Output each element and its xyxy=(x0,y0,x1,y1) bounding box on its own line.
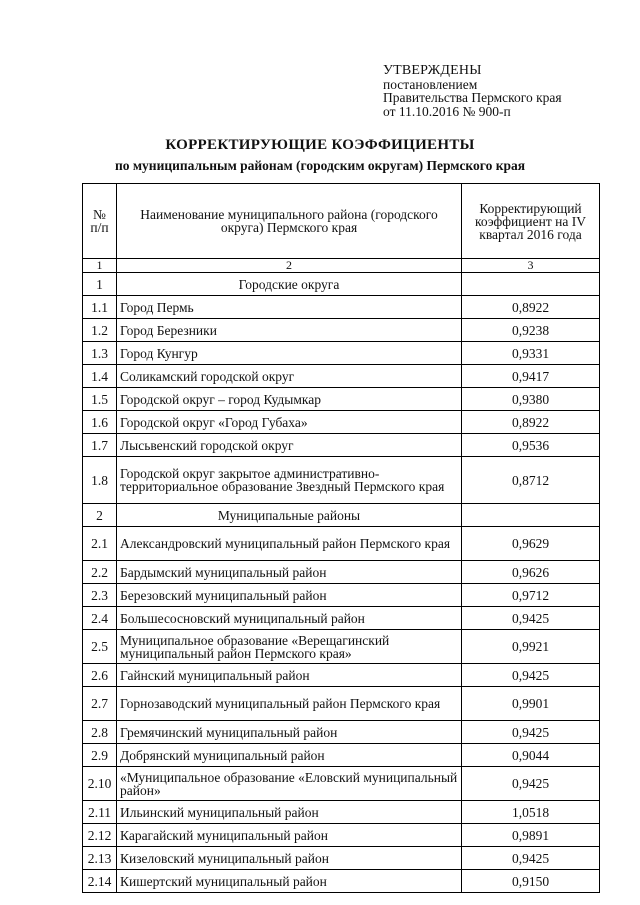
approval-line: постановлением xyxy=(383,76,478,92)
row-coefficient: 0,9712 xyxy=(462,584,600,607)
section-title: Городские округа xyxy=(117,273,462,296)
table-row xyxy=(83,388,600,411)
row-coefficient xyxy=(462,273,600,296)
row-number: 2.6 xyxy=(83,664,117,687)
approval-line: Правительства Пермского края xyxy=(383,90,562,105)
table-row xyxy=(83,664,600,687)
table-row xyxy=(83,342,600,365)
row-coefficient: 0,9921 xyxy=(462,630,600,664)
row-coefficient: 0,9536 xyxy=(462,434,600,457)
row-number: 2.7 xyxy=(83,687,117,721)
row-coefficient: 0,9425 xyxy=(462,767,600,801)
row-name: Карагайский муниципальный район xyxy=(117,824,462,847)
row-number: 2.13 xyxy=(83,847,117,870)
row-name: Соликамский городской округ xyxy=(117,365,462,388)
row-name: Большесосновский муниципальный район xyxy=(117,607,462,630)
table-row xyxy=(83,457,600,504)
document-title: КОРРЕКТИРУЮЩИЕ КОЭФФИЦИЕНТЫ xyxy=(165,137,475,153)
section-row xyxy=(83,273,600,296)
row-number: 1.5 xyxy=(83,388,117,411)
row-coefficient: 0,8922 xyxy=(462,296,600,319)
table-row xyxy=(83,824,600,847)
row-name: Березовский муниципальный район xyxy=(117,584,462,607)
column-number: 3 xyxy=(462,259,600,273)
row-number: 1.7 xyxy=(83,434,117,457)
row-coefficient: 0,9417 xyxy=(462,365,600,388)
table-body xyxy=(83,273,600,893)
table-row xyxy=(83,411,600,434)
row-coefficient: 0,9425 xyxy=(462,607,600,630)
row-number: 2 xyxy=(83,504,117,527)
row-coefficient: 0,9044 xyxy=(462,744,600,767)
row-number: 2.10 xyxy=(83,767,117,801)
table-header-row xyxy=(83,184,600,259)
row-coefficient: 0,9891 xyxy=(462,824,600,847)
table-row xyxy=(83,687,600,721)
row-number: 1.6 xyxy=(83,411,117,434)
table-row xyxy=(83,870,600,893)
coefficients-table xyxy=(82,183,600,893)
table-row xyxy=(83,584,600,607)
header-number: № п/п xyxy=(83,184,117,259)
column-number: 2 xyxy=(117,259,462,273)
row-name: Город Березники xyxy=(117,319,462,342)
header-name: Наименование муниципального района (городского округа) Пермского края xyxy=(117,184,462,259)
row-coefficient xyxy=(462,504,600,527)
row-number: 1.4 xyxy=(83,365,117,388)
document-subtitle: по муниципальным районам (городским округам) Пермского края xyxy=(114,158,526,173)
approval-stamp xyxy=(383,64,562,118)
row-coefficient: 0,9425 xyxy=(462,721,600,744)
row-name: Городской округ «Город Губаха» xyxy=(117,411,462,434)
row-number: 1.8 xyxy=(83,457,117,504)
approval-title: УТВЕРЖДЕНЫ xyxy=(383,63,482,78)
row-number: 1.2 xyxy=(83,319,117,342)
table-row xyxy=(83,296,600,319)
row-coefficient: 0,9331 xyxy=(462,342,600,365)
approval-line: от 11.10.2016 № 900-п xyxy=(383,103,511,119)
row-number: 2.3 xyxy=(83,584,117,607)
section-row xyxy=(83,504,600,527)
table-row xyxy=(83,801,600,824)
row-name: Кизеловский муниципальный район xyxy=(117,847,462,870)
row-coefficient: 0,9425 xyxy=(462,664,600,687)
row-coefficient: 0,8922 xyxy=(462,411,600,434)
header-coefficient: Корректирующий коэффициент на IV квартал 2016 года xyxy=(462,184,600,259)
row-number: 2.1 xyxy=(83,527,117,561)
row-name: Гремячинский муниципальный район xyxy=(117,721,462,744)
row-number: 2.4 xyxy=(83,607,117,630)
table-row xyxy=(83,434,600,457)
row-coefficient: 0,9901 xyxy=(462,687,600,721)
row-number: 2.9 xyxy=(83,744,117,767)
table-row xyxy=(83,744,600,767)
row-coefficient: 0,9425 xyxy=(462,847,600,870)
row-number: 2.11 xyxy=(83,801,117,824)
row-number: 2.14 xyxy=(83,870,117,893)
row-coefficient: 1,0518 xyxy=(462,801,600,824)
section-title: Муниципальные районы xyxy=(117,504,462,527)
row-name: Город Пермь xyxy=(117,296,462,319)
table-row xyxy=(83,319,600,342)
table-row xyxy=(83,630,600,664)
row-name: Лысьвенский городской округ xyxy=(117,434,462,457)
column-numbers-row xyxy=(83,259,600,273)
table-row xyxy=(83,561,600,584)
table-row xyxy=(83,607,600,630)
row-number: 2.8 xyxy=(83,721,117,744)
row-name: Добрянский муниципальный район xyxy=(117,744,462,767)
table-row xyxy=(83,847,600,870)
row-number: 1.3 xyxy=(83,342,117,365)
row-name: Бардымский муниципальный район xyxy=(117,561,462,584)
row-coefficient: 0,9380 xyxy=(462,388,600,411)
row-name: Кишертский муниципальный район xyxy=(117,870,462,893)
table-row xyxy=(83,527,600,561)
row-coefficient: 0,9629 xyxy=(462,527,600,561)
table-row xyxy=(83,767,600,801)
row-coefficient: 0,9626 xyxy=(462,561,600,584)
row-number: 1 xyxy=(83,273,117,296)
row-name: Ильинский муниципальный район xyxy=(117,801,462,824)
row-name: Александровский муниципальный район Пермского края xyxy=(117,527,462,561)
table-row xyxy=(83,365,600,388)
row-coefficient: 0,8712 xyxy=(462,457,600,504)
row-number: 2.2 xyxy=(83,561,117,584)
row-name: Городской округ закрытое административно-территориальное образование Звездный Пермского края xyxy=(117,457,462,504)
column-number: 1 xyxy=(83,259,117,273)
row-name: Горнозаводский муниципальный район Пермского края xyxy=(117,687,462,721)
row-number: 2.12 xyxy=(83,824,117,847)
row-name: Гайнский муниципальный район xyxy=(117,664,462,687)
row-name: «Муниципальное образование «Еловский муниципальный район» xyxy=(117,767,462,801)
row-coefficient: 0,9150 xyxy=(462,870,600,893)
row-name: Муниципальное образование «Верещагинский муниципальный район Пермского края» xyxy=(117,630,462,664)
row-name: Городской округ – город Кудымкар xyxy=(117,388,462,411)
row-number: 2.5 xyxy=(83,630,117,664)
row-name: Город Кунгур xyxy=(117,342,462,365)
row-coefficient: 0,9238 xyxy=(462,319,600,342)
row-number: 1.1 xyxy=(83,296,117,319)
table-row xyxy=(83,721,600,744)
